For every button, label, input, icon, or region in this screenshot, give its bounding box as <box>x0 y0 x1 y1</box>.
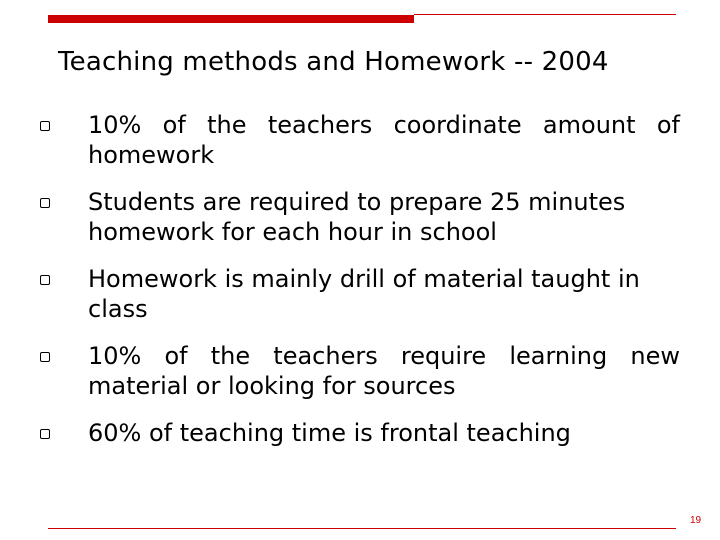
page-number: 19 <box>690 515 702 526</box>
bullet-text: 10% of the teachers coordinate amount of homework <box>88 111 680 169</box>
bullet-text: Homework is mainly drill of material taught in class <box>88 265 640 323</box>
hollow-square-bullet-icon <box>40 121 50 131</box>
hollow-square-bullet-icon <box>40 275 50 285</box>
bottom-accent-line <box>48 528 676 529</box>
bullet-text: 60% of teaching time is frontal teaching <box>88 419 571 447</box>
hollow-square-bullet-icon <box>40 429 50 439</box>
hollow-square-bullet-icon <box>40 198 50 208</box>
hollow-square-bullet-icon <box>40 352 50 362</box>
bullet-text: 10% of the teachers require learning new material or looking for sources <box>88 342 680 400</box>
slide-title: Teaching methods and Homework -- 2004 <box>58 47 609 77</box>
bullet-text: Students are required to prepare 25 minutes homework for each hour in school <box>88 188 626 246</box>
